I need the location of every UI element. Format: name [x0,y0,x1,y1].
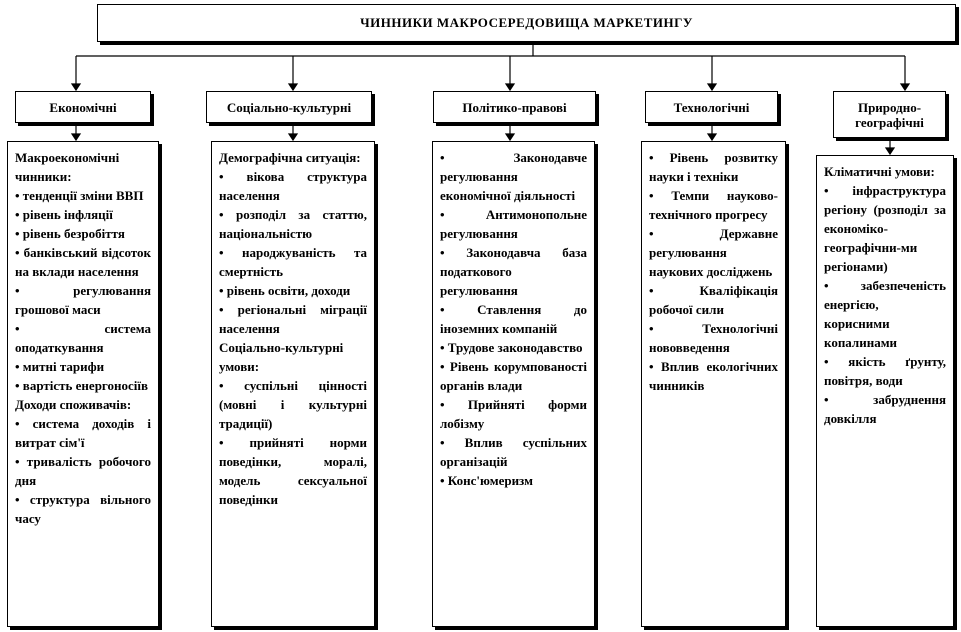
detail-line: • прийняті норми поведінки, моралі, модель сексуальної поведінки [219,435,367,507]
details-political-legal [432,141,595,627]
detail-line: • народжуваність та смертність [219,245,367,279]
details-economic [7,141,159,627]
detail-line: • система оподаткування [15,321,151,355]
detail-line: Соціально-культурні умови: [219,340,344,374]
detail-line: • вікова структура населення [219,169,367,203]
detail-line: • вартість енергоносіїв [15,378,149,393]
category-political-legal: Політико-правові [433,91,596,123]
detail-line: • суспільні цінності (мовні і культурні традиції) [219,378,367,431]
detail-line: • тенденції зміни ВВП [15,188,144,203]
detail-line: • Законодавче регулювання економічної діяльності [440,150,587,203]
category-socio-cultural: Соціально-культурні [206,91,372,123]
detail-line: • Рівень розвитку науки і техніки [649,150,778,184]
detail-line: Кліматичні умови: [824,164,935,179]
detail-line: • Конс'юмеризм [440,473,533,488]
detail-line: • Антимонопольне регулювання [440,207,587,241]
detail-line: • структура вільного часу [15,492,151,526]
detail-line: • Вплив екологічних чинників [649,359,778,393]
detail-line: • Технологічні нововведення [649,321,778,355]
category-economic: Економічні [15,91,151,123]
detail-line: • рівень інфляції [15,207,113,222]
detail-line: • система доходів і витрат сім'ї [15,416,151,450]
detail-line: • Рівень корумпованості органів влади [440,359,587,393]
detail-line: • Законодавча база податкового регулювання [440,245,587,298]
detail-line: • Ставлення до іноземних компаній [440,302,587,336]
detail-line: • регіональні міграції населення [219,302,367,336]
detail-line: Доходи споживачів: [15,397,132,412]
diagram-title: ЧИННИКИ МАКРОСЕРЕДОВИЩА МАРКЕТИНГУ [97,4,956,42]
detail-line: • банківський відсоток на вклади населення [15,245,151,279]
detail-line: • Вплив суспільних організацій [440,435,587,469]
detail-line: • забруднення довкілля [824,392,946,426]
detail-line: • рівень освіти, доходи [219,283,351,298]
detail-line: • рівень безробіття [15,226,125,241]
detail-line: Демографічна ситуація: [219,150,361,165]
detail-line: • Кваліфікація робочої сили [649,283,778,317]
detail-line: • Державне регулювання наукових досліджень [649,226,778,279]
detail-line: • регулювання грошової маси [15,283,151,317]
detail-line: • митні тарифи [15,359,105,374]
category-natural-geographic: Природно-географічні [833,91,946,138]
detail-line: • Трудове законодавство [440,340,583,355]
detail-line: • тривалість робочого дня [15,454,151,488]
detail-line: Макроекономічні чинники: [15,150,120,184]
details-natural-geographic [816,155,954,627]
detail-line: • Прийняті форми лобізму [440,397,587,431]
detail-line: • інфраструктура регіону (розподіл за економіко-географічни-ми регіонами) [824,183,946,274]
details-socio-cultural [211,141,375,627]
detail-line: • розподіл за статтю, національністю [219,207,367,241]
category-technological: Технологічні [645,91,778,123]
detail-line: • Темпи науково-технічного прогресу [649,188,778,222]
detail-line: • якість ґрунту, повітря, води [824,354,946,388]
detail-line: • забезпеченість енергією, корисними копалинами [824,278,946,350]
details-technological [641,141,786,627]
